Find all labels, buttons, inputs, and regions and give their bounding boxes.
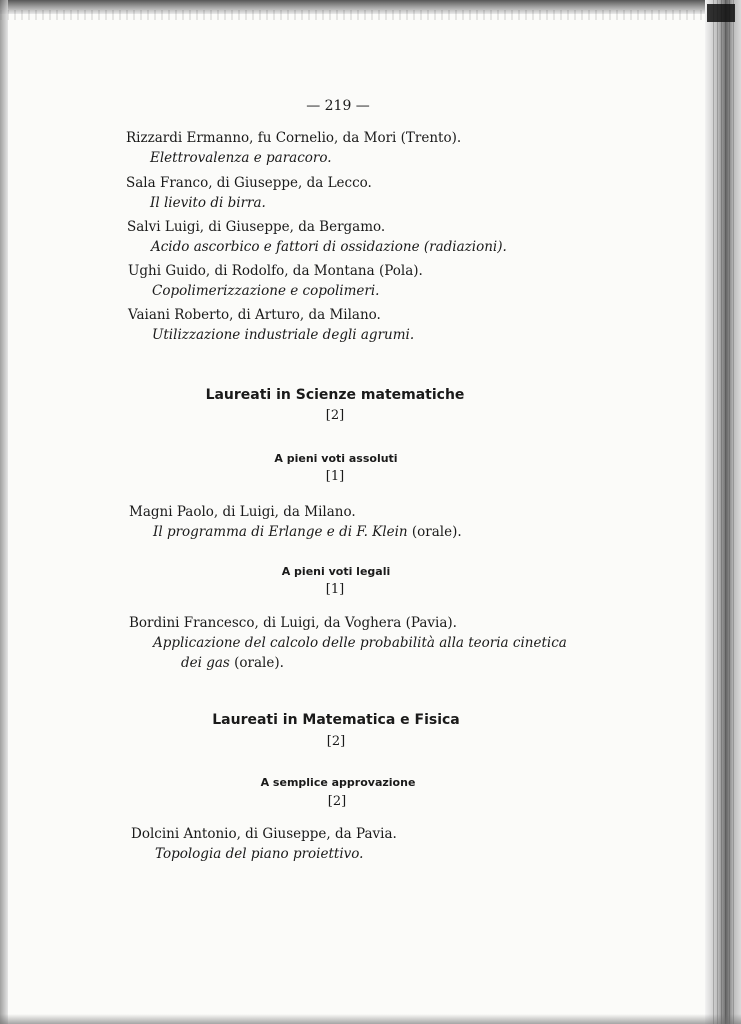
list-item bbox=[131, 824, 397, 864]
scan-corner-mark bbox=[707, 4, 735, 22]
group-count: [1] bbox=[325, 582, 345, 597]
group-title-pieni-voti-assoluti: A pieni voti assoluti bbox=[274, 452, 398, 465]
graduate-name: Magni Paolo, di Luigi, da Milano. bbox=[129, 504, 356, 520]
graduate-name: Sala Franco, di Giuseppe, da Lecco. bbox=[126, 175, 372, 191]
list-item bbox=[129, 613, 567, 673]
thesis-title: Applicazione del calcolo delle probabilità alla teoria cinetica bbox=[153, 635, 567, 651]
group-title-semplice-approvazione: A semplice approvazione bbox=[260, 776, 416, 789]
list-item bbox=[129, 502, 462, 542]
scan-binding-lines bbox=[713, 0, 735, 1024]
graduate-name: Ughi Guido, di Rodolfo, da Montana (Pola). bbox=[128, 263, 423, 279]
section-title-matematica-e-fisica: Laureati in Matematica e Fisica bbox=[212, 712, 460, 728]
scan-top-speckle bbox=[0, 10, 741, 20]
list-item bbox=[126, 128, 461, 168]
graduate-name: Dolcini Antonio, di Giuseppe, da Pavia. bbox=[131, 826, 397, 842]
scan-left-edge bbox=[0, 0, 8, 1024]
list-item bbox=[127, 217, 507, 257]
list-item bbox=[128, 305, 414, 345]
section-title-scienze-matematiche: Laureati in Scienze matematiche bbox=[205, 387, 465, 403]
group-title-pieni-voti-legali: A pieni voti legali bbox=[281, 565, 391, 578]
group-count: [1] bbox=[325, 469, 345, 484]
section-count: [2] bbox=[326, 734, 346, 749]
thesis-title: Topologia del piano proiettivo. bbox=[155, 846, 364, 862]
page-number: — 219 — bbox=[306, 98, 370, 114]
graduate-name: Bordini Francesco, di Luigi, da Voghera (Pavia). bbox=[129, 615, 457, 631]
thesis-title-continued: dei gas (orale). bbox=[181, 655, 284, 671]
thesis-title: Copolimerizzazione e copolimeri. bbox=[152, 283, 380, 299]
graduate-name: Rizzardi Ermanno, fu Cornelio, da Mori (Trento). bbox=[126, 130, 462, 146]
graduate-name: Salvi Luigi, di Giuseppe, da Bergamo. bbox=[127, 219, 386, 235]
thesis-title: Il lievito di birra. bbox=[150, 195, 266, 211]
thesis-title: Utilizzazione industriale degli agrumi. bbox=[152, 327, 415, 343]
thesis-title: Acido ascorbico e fattori di ossidazione (radiazioni). bbox=[151, 239, 507, 255]
graduate-name: Vaiani Roberto, di Arturo, da Milano. bbox=[128, 307, 381, 323]
thesis-title: Il programma di Erlange e di F. Klein (orale). bbox=[153, 524, 462, 540]
group-count: [2] bbox=[327, 794, 347, 809]
thesis-title: Elettrovalenza e paracoro. bbox=[150, 150, 332, 166]
list-item bbox=[126, 173, 372, 213]
scan-bottom-edge bbox=[0, 1014, 741, 1024]
section-count: [2] bbox=[325, 408, 345, 423]
list-item bbox=[128, 261, 423, 301]
